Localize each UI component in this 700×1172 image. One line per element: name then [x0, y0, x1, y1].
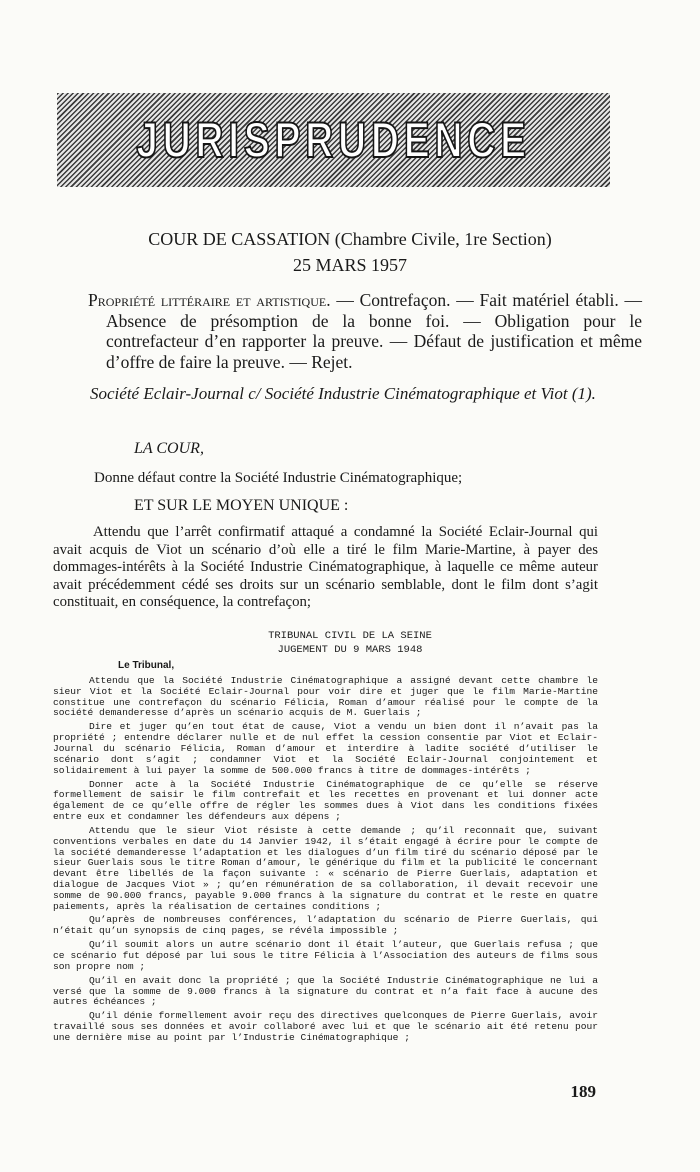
judgment-paragraph: Donner acte à la Société Industrie Cinématographique de ce qu’elle se réserve formellement de saisir le film contrefait et les recettes en provenant et lui donner acte également de ce qu’elle offre de régler les sommes dues à Viot dans les conditions fixées entre eux et condamner les défendeurs aux dépens ;: [53, 778, 598, 822]
le-tribunal-label: Le Tribunal,: [118, 660, 175, 671]
abstract-lead: Propriété littéraire et artistique.: [88, 290, 331, 310]
attendu-paragraph: Attendu que l’arrêt confirmatif attaqué a condamné la Société Eclair-Journal qui avait acquis de Viot un scénario d’où elle a tiré le film Marie-Martine, à payer des dommages-intérêts à la Société Industrie Cinématographique, à laquelle ce même auteur avait précédemment cédé ses droits sur un scénario semblable, dont le film dont s’agit constituait, en conséquence, la contrefaçon;: [53, 524, 598, 610]
judgment-paragraph: Qu’après de nombreuses conférences, l’adaptation du scénario de Pierre Guerlais, qui n’était qu’un synopsis de cinq pages, se révéla impossible ;: [53, 914, 598, 937]
page-number: 189: [570, 1082, 596, 1101]
case-abstract: [88, 290, 642, 372]
abstract-text: — Contrefaçon. — Fait matériel établi. — Absence de présomption de la bonne foi. — Obligation pour le contrefacteur d’en rapporter la preuve. — Défaut de justification et même d’offre de faire la preuve. — Rejet.: [106, 290, 643, 372]
decision-date: 25 MARS 1957: [292, 255, 408, 275]
jurisprudence-banner: [57, 93, 610, 187]
moyen-heading: ET SUR LE MOYEN UNIQUE :: [134, 497, 349, 514]
court-heading: COUR DE CASSATION (Chambre Civile, 1re Section): [148, 229, 552, 249]
judgment-paragraph: Qu’il dénie formellement avoir reçu des directives quelconques de Pierre Guerlais, avoir travaillé sous ses données et avoir collaboré avec lui et que le scénario ait été retenu pour une dernière mise au point par l’Industrie Cinématographique ;: [53, 1010, 598, 1044]
banner-title: JURISPRUDENCE: [136, 112, 531, 168]
judgment-paragraph: Qu’il en avait donc la propriété ; que la Société Industrie Cinématographique ne lui a versé que la somme de 9.000 francs à la signature du contrat et n’a fait face à aucune des autres échéances ;: [53, 974, 598, 1008]
case-parties: Société Eclair-Journal c/ Société Industrie Cinématographique et Viot (1).: [90, 384, 596, 403]
judgment-paragraph: Qu’il soumit alors un autre scénario dont il était l’auteur, que Guerlais refusa ; que ce scénario fut déposé par lui sous le titre Félicia à l’Association des auteurs de films sous son propre nom ;: [53, 939, 598, 972]
tribunal-heading: TRIBUNAL CIVIL DE LA SEINE: [268, 630, 432, 642]
judgment-paragraph: Attendu que la Société Industrie Cinématographique a assigné devant cette chambre le sieur Viot et la Société Eclair-Journal pour voir dire et juger que le film Marie-Martine constitue une contrefaçon du scénario Félicia, Roman d’amour réalisé pour le compte de la société demanderesse d’après un scénario acquis de M. Guerlais ;: [53, 675, 598, 719]
judgment-paragraph: Dire et juger qu’en tout état de cause, Viot a vendu un bien dont il n’avait pas la propriété ; entendre déclarer nulle et de nul effet la cession consentie par Viot et Eclair-Journal du scénario Félicia, Roman d’amour et interdire à ladite société d’utiliser le scénario dont s’agit ; condamner Viot et la Société Eclair-Journal conjointement et solidairement à lui payer la somme de 500.000 francs à titre de dommages-intérêts ;: [53, 721, 598, 776]
judgment-body: [53, 676, 598, 1047]
judgment-paragraph: Attendu que le sieur Viot résiste à cette demande ; qu’il reconnaît que, suivant conventions verbales en date du 14 Janvier 1942, il s’était engagé à écrire pour le compte de la société demanderesse l’adaptation et les dialogues d’un film tiré du scénario déposé par le sieur Guerlais sous le titre Roman d’amour, le générique du film et la publicité le concernant devant être libellés de la façon suivante : « scénario de Pierre Guerlais, adaptation et dialogue de Jacques Viot » ; qu’en rémunération de sa collaboration, il devait recevoir une somme de 90.000 francs, payable 9.000 francs à la signature du contrat et le reste en quatre paiements, après la réalisation de certaines conditions ;: [53, 824, 598, 912]
la-cour-heading: LA COUR,: [134, 440, 204, 457]
default-statement: Donne défaut contre la Société Industrie Cinématographique;: [94, 470, 463, 486]
jugement-heading: JUGEMENT DU 9 MARS 1948: [277, 644, 423, 656]
